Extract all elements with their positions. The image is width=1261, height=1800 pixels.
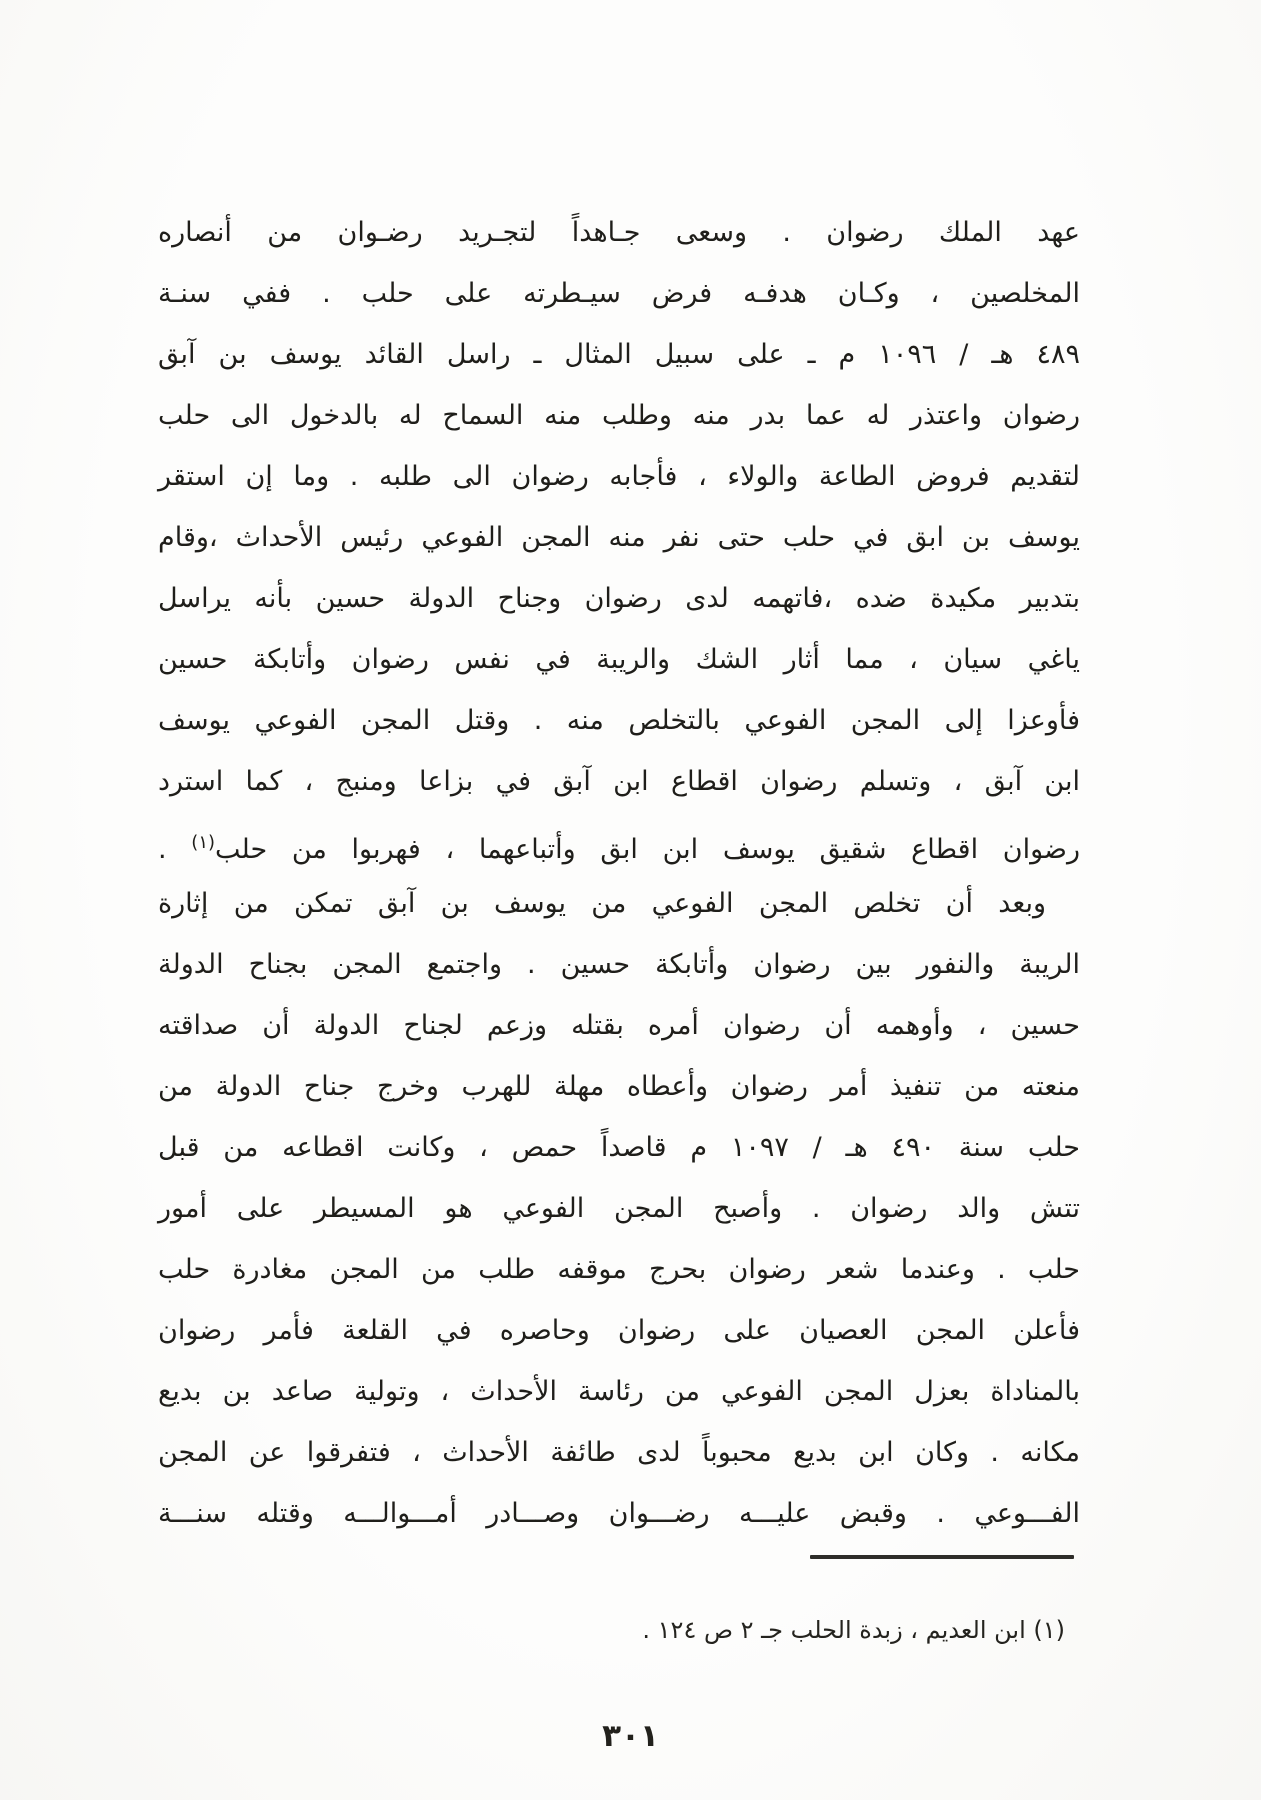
text-line: مكانه . وكان ابن بديع محبوباً لدى طائفة الأحداث ، فتفرقوا عن المجن xyxy=(158,1437,1080,1468)
paragraph-last-line: الفـــوعي . وقبض عليـــه رضـــوان وصـــادر أمـــوالـــه وقتله سنـــة xyxy=(158,1498,1080,1529)
text-line: بتدبير مكيدة ضده ،فاتهمه لدى رضوان وجناح الدولة حسين بأنه يراسل xyxy=(158,583,1080,614)
text-line: حلب سنة ٤٩٠ هـ / ١٠٩٧ م قاصداً حمص ، وكانت اقطاعه من قبل xyxy=(158,1132,1080,1163)
text-line: الريبة والنفور بين رضوان وأتابكة حسين . واجتمع المجن بجناح الدولة xyxy=(158,949,1080,980)
text-line-main: رضوان اقطاع شقيق يوسف ابن ابق وأتباعهما ، فهربوا من حلب xyxy=(215,834,1081,865)
text-line: ٤٨٩ هـ / ١٠٩٦ م ـ على سبيل المثال ـ راسل القائد يوسف بن آبق xyxy=(158,339,1080,370)
page-number: ٣٠١ xyxy=(602,1718,659,1754)
footnote-text: (١) ابن العديم ، زبدة الحلب جـ ٢ ص ١٢٤ . xyxy=(642,1616,1065,1644)
text-line: فأوعزا إلى المجن الفوعي بالتخلص منه . وقتل المجن الفوعي يوسف xyxy=(158,705,1080,736)
text-line: منعته من تنفيذ أمر رضوان وأعطاه مهلة للهرب وخرج جناح الدولة من xyxy=(158,1071,1080,1102)
text-line: بالمناداة بعزل المجن الفوعي من رئاسة الأحداث ، وتولية صاعد بن بديع xyxy=(158,1376,1080,1407)
text-line: فأعلن المجن العصيان على رضوان وحاصره في القلعة فأمر رضوان xyxy=(158,1315,1080,1346)
text-line: عهد الملك رضوان . وسعى جـاهداً لتجـريد رضـوان من أنصاره xyxy=(158,217,1080,248)
text-line: رضوان واعتذر له عما بدر منه وطلب منه السماح له بالدخول الى حلب xyxy=(158,400,1080,431)
text-line-tail: . xyxy=(158,834,192,865)
text-line: حسين ، وأوهمه أن رضوان أمره بقتله وزعم لجناح الدولة أن صداقته xyxy=(158,1010,1080,1041)
footnote xyxy=(525,1612,1065,1648)
footnote-reference-marker: (١) xyxy=(191,832,216,853)
page-body-text xyxy=(158,202,1080,1544)
text-line: المخلصين ، وكـان هدفـه فرض سيـطرته على حلب . ففي سنـة xyxy=(158,278,1080,309)
text-line-with-footnote-ref xyxy=(158,812,1080,873)
text-line: ابن آبق ، وتسلم رضوان اقطاع ابن آبق في بزاعا ومنبج ، كما استرد xyxy=(158,766,1080,797)
text-line: يوسف بن ابق في حلب حتى نفر منه المجن الفوعي رئيس الأحداث ،وقام xyxy=(158,522,1080,553)
text-line: ياغي سيان ، مما أثار الشك والريبة في نفس رضوان وأتابكة حسين xyxy=(158,644,1080,675)
paragraph-first-line: وبعد أن تخلص المجن الفوعي من يوسف بن آبق تمكن من إثارة xyxy=(158,888,1046,919)
text-line: لتقديم فروض الطاعة والولاء ، فأجابه رضوان الى طلبه . وما إن استقر xyxy=(158,461,1080,492)
text-line: تتش والد رضوان . وأصبح المجن الفوعي هو المسيطر على أمور xyxy=(158,1193,1080,1224)
footnote-separator-rule xyxy=(810,1555,1074,1559)
text-line: حلب . وعندما شعر رضوان بحرج موقفه طلب من المجن مغادرة حلب xyxy=(158,1254,1080,1285)
